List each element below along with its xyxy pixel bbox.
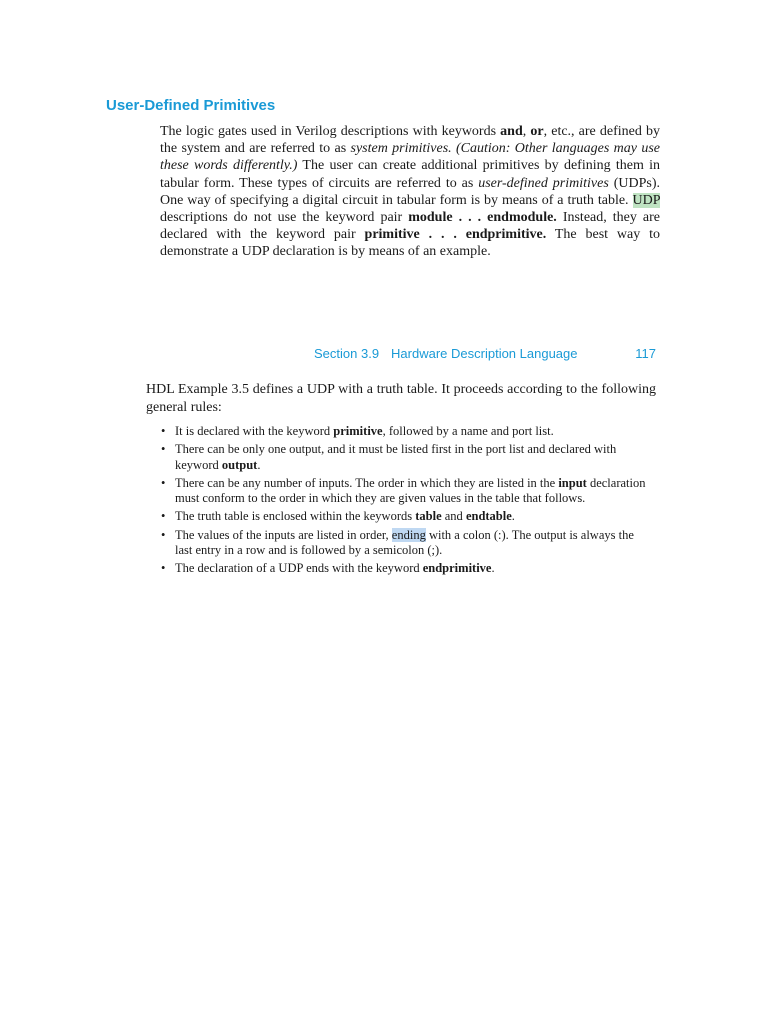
- list-item: • There can be any number of inputs. The order in which they are listed in the input declaration must conform to the order in which they are given values in the table that follows.: [161, 475, 646, 506]
- intro-paragraph: HDL Example 3.5 defines a UDP with a truth table. It proceeds according to the following general rules:: [146, 382, 656, 415]
- highlighted-text: ending: [391, 527, 426, 542]
- section-title: Hardware Description Language: [391, 346, 578, 361]
- bullet-icon: •: [161, 561, 166, 576]
- list-item: • It is declared with the keyword primitive, followed by a name and port list.: [161, 424, 554, 438]
- bullet-icon: •: [161, 475, 166, 490]
- bullet-icon: •: [161, 509, 166, 524]
- list-item: • The truth table is enclosed within the keywords table and endtable.: [161, 509, 515, 524]
- running-head: [314, 346, 656, 361]
- list-item: • The values of the inputs are listed in order, ending with a colon (:). The output is always the last entry in a row and is followed by a semicolon (;).: [161, 527, 634, 558]
- section-label: Section 3.9: [314, 346, 380, 361]
- rules-list: [159, 424, 649, 579]
- list-item: • The declaration of a UDP ends with the keyword endprimitive.: [161, 561, 495, 576]
- section-heading: User-Defined Primitives: [106, 97, 276, 114]
- highlighted-text: UDP: [632, 192, 660, 208]
- list-item: • There can be only one output, and it must be listed first in the port list and declared with keyword output.: [161, 442, 617, 472]
- caution-note: (Caution: Other languages may use these words differently.): [160, 141, 660, 174]
- page-number: 117: [635, 346, 656, 361]
- bullet-icon: •: [161, 442, 166, 457]
- bullet-icon: •: [161, 424, 166, 438]
- bullet-icon: •: [161, 527, 166, 542]
- udp-paragraph: The logic gates used in Verilog descriptions with keywords and, or, etc., are defined by the system and are referred to as system primitives. (Caution: Other languages may use these words differently.) The user can create additional primitives by defining them in tabular form. These types of circuits are referred to as user-defined primitives (UDPs). One way of specifying a digital circuit in tabular form is by means of a truth table. UDP descriptions do not use the keyword pair module . . . endmodule. Instead, they are declared with the keyword pair primitive . . . endprimitive. The best way to demonstrate a UDP declaration is by means of an example.: [160, 124, 661, 260]
